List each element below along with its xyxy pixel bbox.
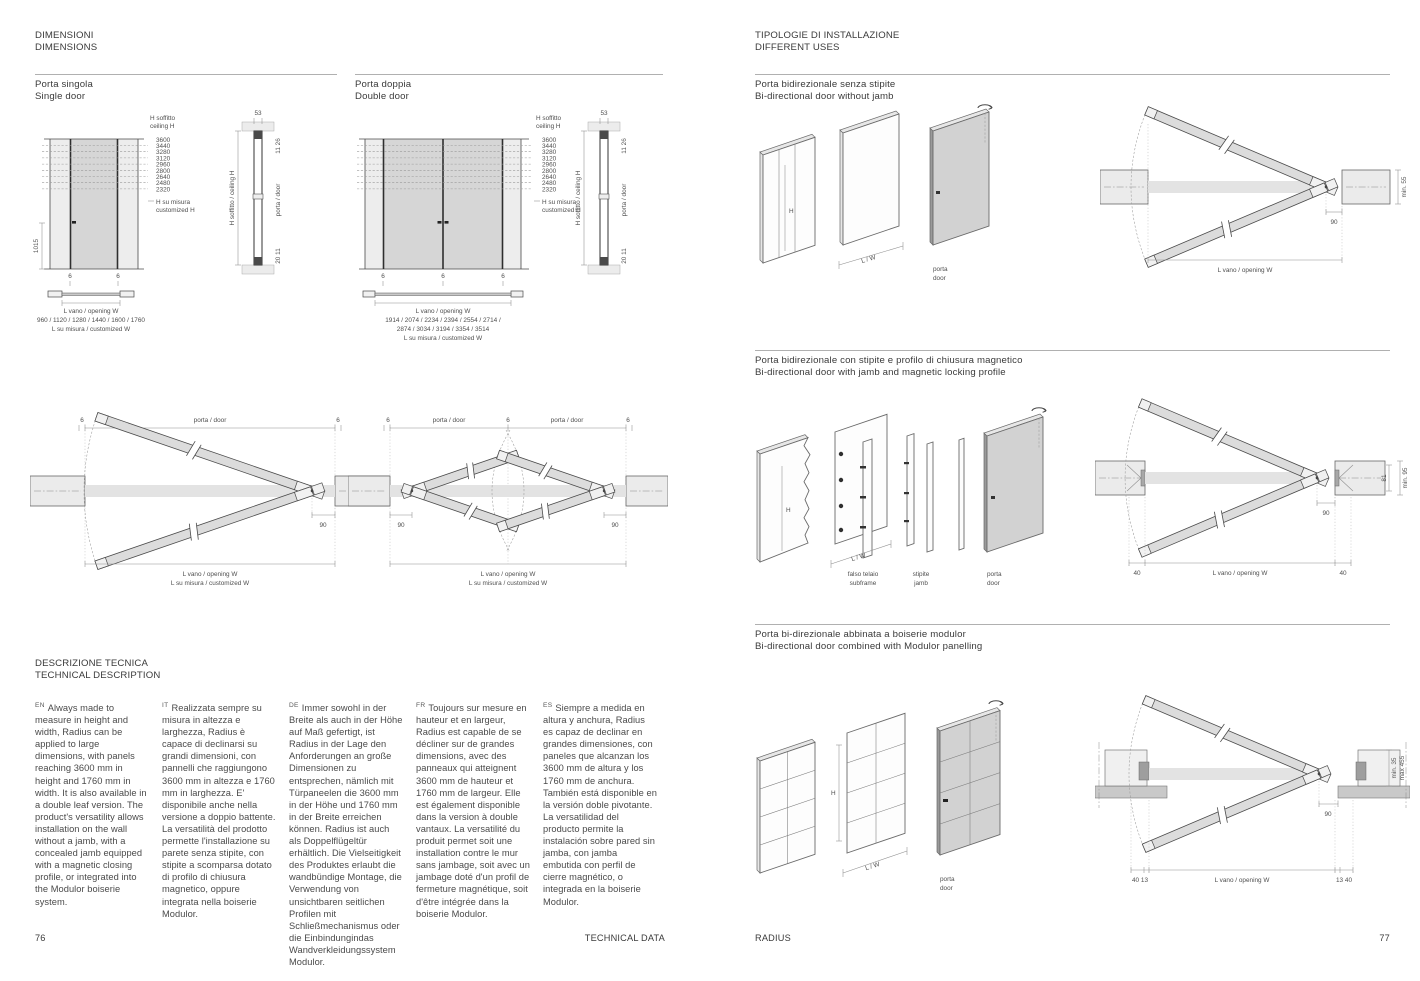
section1-title bbox=[755, 79, 895, 104]
single-door-plan-diagram bbox=[30, 400, 390, 590]
title-en: Bi-directional door with jamb and magnetic locking profile bbox=[755, 367, 1006, 379]
height-option: 3440 bbox=[542, 143, 557, 150]
single-door-title bbox=[35, 79, 93, 104]
side-bottom-dims: 20 11 bbox=[275, 248, 282, 264]
h-dim-label: H bbox=[831, 790, 836, 797]
height-option: 3600 bbox=[542, 136, 557, 144]
side-door-label: porta / door bbox=[275, 183, 282, 217]
s1-exploded-view-diagram bbox=[755, 103, 1005, 283]
left-page-header bbox=[35, 30, 97, 55]
double-widths-line1: 1914 / 2074 / 2234 / 2394 / 2554 / 2714 / bbox=[385, 317, 501, 324]
page-number-right: 77 bbox=[1379, 933, 1390, 943]
title-en: Bi-directional door combined with Modulor panelling bbox=[755, 641, 983, 653]
height-option: 2960 bbox=[542, 161, 557, 169]
header-title-it: TIPOLOGIE DI INSTALLAZIONE bbox=[755, 30, 900, 41]
pivot-dim: 90 bbox=[1330, 219, 1338, 226]
height-option: 2320 bbox=[542, 186, 557, 194]
lw-dim-label: L / W bbox=[860, 254, 877, 266]
side-top-dims: 11 26 bbox=[621, 138, 628, 154]
section2-title bbox=[755, 355, 1023, 380]
ceiling-label-it: H soffitto bbox=[536, 115, 562, 122]
ceiling-label-en: ceiling H bbox=[150, 123, 175, 130]
side-dim: 40 bbox=[1339, 570, 1347, 577]
rotation-arrow-icon bbox=[989, 701, 1003, 706]
rotation-arrow-icon bbox=[1032, 408, 1046, 413]
height-option: 2480 bbox=[542, 180, 557, 188]
opening-w-label: L vano / opening W bbox=[182, 571, 238, 578]
section3-title bbox=[755, 629, 982, 654]
opening-w-label: L vano / opening W bbox=[63, 308, 119, 315]
height-option: 2800 bbox=[542, 167, 557, 175]
min-depth-dim: min. 55 bbox=[1401, 176, 1408, 198]
opening-w-label: L vano / opening W bbox=[1212, 570, 1268, 577]
door-label-en: door bbox=[987, 580, 1000, 587]
custom-h-en: customized H bbox=[156, 207, 195, 214]
right-page-header bbox=[755, 30, 899, 55]
height-option: 2640 bbox=[542, 174, 557, 181]
custom-h-it: H su misura bbox=[156, 199, 191, 206]
title-it: Porta doppia bbox=[355, 79, 412, 90]
title-en: Double door bbox=[355, 91, 409, 103]
gap-dim: 6 bbox=[386, 417, 390, 424]
gap-dim: 6 bbox=[381, 273, 385, 280]
pivot-dim: 90 bbox=[611, 522, 619, 529]
height-option: 2320 bbox=[156, 186, 171, 194]
side-bottom-dims: 20 11 bbox=[621, 248, 628, 264]
custom-w-label: L su misura / customized W bbox=[468, 580, 548, 587]
jamb-depth-dim: 81 bbox=[1381, 474, 1388, 482]
door-handle bbox=[72, 221, 76, 224]
min-depth-dim: min. 35 bbox=[1391, 757, 1398, 779]
description-fr bbox=[416, 700, 530, 968]
footer-section-label: TECHNICAL DATA bbox=[584, 933, 665, 943]
lang-marker: EN bbox=[35, 702, 45, 709]
rotation-arrow-icon bbox=[978, 105, 992, 110]
page-number-left: 76 bbox=[35, 933, 46, 943]
header-title-it: DIMENSIONI bbox=[35, 30, 94, 41]
height-option: 2640 bbox=[156, 174, 171, 181]
door-dim-label: porta / door bbox=[550, 417, 584, 424]
door-dim-label: porta / door bbox=[432, 417, 466, 424]
brand-label: RADIUS bbox=[755, 933, 791, 943]
title-it: Porta bidirezionale senza stipite bbox=[755, 79, 896, 90]
custom-h-en: customized H bbox=[542, 207, 581, 214]
s1-plan-diagram bbox=[1100, 100, 1410, 280]
divider bbox=[355, 74, 663, 75]
gap-dim: 6 bbox=[626, 417, 630, 424]
subframe-label-en: subframe bbox=[849, 580, 877, 587]
height-option: 3120 bbox=[542, 155, 557, 163]
door-label-en: door bbox=[933, 275, 946, 282]
single-widths: 960 / 1120 / 1280 / 1440 / 1600 / 1760 bbox=[37, 317, 145, 324]
s2-exploded-view-diagram bbox=[755, 396, 1055, 591]
title-en: Bi-directional door without jamb bbox=[755, 91, 894, 103]
double-door-side-view bbox=[575, 110, 628, 274]
h-dim-label: H bbox=[786, 507, 791, 514]
custom-h-it: H su misura bbox=[542, 199, 577, 206]
height-option: 3600 bbox=[156, 136, 171, 144]
gap-dim: 6 bbox=[80, 417, 84, 424]
side-dim: 40 bbox=[1133, 570, 1141, 577]
description-text: Siempre a medida en altura y anchura, Radius es capaz de declinar en grandes dimensiones, con paneles que alcanzan los 3600 mm de altura y los 1760 mm de anchura. También está disponible en la versión doble pivotante. La versatilidad del producto permite la instalación sobre pared sin jamba, con jamba embutida con perfil de cierre magnético, o integrada en la boiserie Modulor. bbox=[543, 703, 657, 907]
height-option: 3280 bbox=[542, 149, 557, 157]
handle-height-dim: 1015 bbox=[33, 238, 40, 254]
divider bbox=[755, 74, 1390, 75]
door-handle bbox=[438, 221, 442, 224]
divider bbox=[755, 624, 1390, 625]
description-en bbox=[35, 700, 149, 968]
side-width-dim: 53 bbox=[254, 110, 262, 117]
lw-dim-label: L / W bbox=[864, 860, 881, 873]
door-label-en: door bbox=[940, 885, 953, 892]
side-door-label: porta / door bbox=[621, 183, 628, 217]
side-width-dim: 53 bbox=[600, 110, 608, 117]
pivot-dim: 90 bbox=[397, 522, 405, 529]
lang-marker: ES bbox=[543, 702, 553, 709]
gap-dim: 6 bbox=[501, 273, 505, 280]
double-door-front-and-side-diagram bbox=[350, 104, 680, 354]
door-handle bbox=[991, 496, 995, 499]
height-option: 3280 bbox=[156, 149, 171, 157]
description-text: Always made to measure in height and width, Radius can be applied to large dimensions, with panels reaching 3600 mm in height and 1760 mm in width. It is also available in a double leaf version. The product's versatility allows installation on the wall without a jamb, with a concealed jamb equipped with a magnetic closing profile, or integrated into the Modulor boiserie system. bbox=[35, 703, 147, 907]
gap-dim: 6 bbox=[116, 273, 120, 280]
door-label-it: porta bbox=[933, 266, 948, 273]
s2-plan-diagram bbox=[1095, 393, 1410, 598]
height-option: 2480 bbox=[156, 180, 171, 188]
opening-w-label: L vano / opening W bbox=[415, 308, 471, 315]
custom-w-label: L su misura / customized W bbox=[170, 580, 250, 587]
divider bbox=[35, 74, 337, 75]
ceiling-label-en: ceiling H bbox=[536, 123, 561, 130]
description-text: Toujours sur mesure en hauteur et en largeur, Radius est capable de se décliner sur de grandes dimensions, avec des panneaux qui atteignent 3600 mm de hauteur et 1760 mm de largeur. Elle est également disponible dans la version à double vantaux. La versatilité du produit permet soit une installation contre le mur sans jambage, soit avec un jambage doté d'un profil de fermeture magnétique, soit d'être intégrée dans la boiserie Modulor. bbox=[416, 703, 530, 919]
door-handle bbox=[445, 221, 449, 224]
min-depth-dim: min. 95 bbox=[1402, 467, 1409, 489]
side-dims-left: 40 13 bbox=[1132, 877, 1148, 884]
s3-plan-diagram bbox=[1095, 686, 1410, 896]
lang-marker: IT bbox=[162, 702, 169, 709]
double-door-plan-diagram bbox=[348, 400, 668, 590]
jamb-label-it: stipite bbox=[912, 571, 930, 578]
description-de bbox=[289, 700, 403, 968]
gap-dim: 6 bbox=[336, 417, 340, 424]
height-option: 2960 bbox=[156, 161, 171, 169]
side-dims-right: 13 40 bbox=[1336, 877, 1352, 884]
opening-w-label: L vano / opening W bbox=[1214, 877, 1270, 884]
gap-dim: 6 bbox=[68, 273, 72, 280]
gap-dim: 6 bbox=[441, 273, 445, 280]
custom-w-label: L su misura / customized W bbox=[51, 326, 131, 333]
custom-w-label: L su misura / customized W bbox=[403, 335, 483, 342]
lang-marker: DE bbox=[289, 702, 299, 709]
double-door-title bbox=[355, 79, 411, 104]
s3-exploded-view-diagram bbox=[755, 683, 1015, 908]
ceiling-label-it: H soffitto bbox=[150, 115, 176, 122]
pivot-dim: 90 bbox=[319, 522, 327, 529]
title-it: Porta bidirezionale con stipite e profilo di chiusura magnetico bbox=[755, 355, 1023, 366]
door-dim-label: porta / door bbox=[193, 417, 227, 424]
door-handle bbox=[936, 191, 940, 194]
title-it: Porta bi-direzionale abbinata a boiserie modulor bbox=[755, 629, 966, 640]
height-option: 3120 bbox=[156, 155, 171, 163]
double-widths-line2: 2874 / 3034 / 3194 / 3354 / 3514 bbox=[396, 326, 490, 333]
single-door-side-view bbox=[229, 110, 282, 274]
gap-dim: 6 bbox=[506, 417, 510, 424]
title-it: DESCRIZIONE TECNICA bbox=[35, 658, 149, 669]
side-top-dims: 11 26 bbox=[275, 138, 282, 154]
description-text: Immer sowohl in der Breite als auch in der Höhe auf Maß gefertigt, ist Radius in der Lage den Anforderungen an große Dimensionen zu entsprechen, nämlich mit Türpaneelen die 3600 mm in der Höhe und 1760 mm in der Breite erreichen können. Radius ist auch als Doppelflügeltür erhältlich. Die Vielseitigkeit des Produktes erlaubt die wandbündige Montage, die Verwendung von unsichtbaren seitlichen Profilen mit Schließmechanismus oder die Einbindungindas Wandverkleidungssystem Modulor. bbox=[289, 703, 403, 967]
h-dim-label: H bbox=[789, 208, 794, 215]
door-label-it: porta bbox=[940, 876, 955, 883]
lang-marker: FR bbox=[416, 702, 426, 709]
door-label-it: porta bbox=[987, 571, 1002, 578]
description-text: Realizzata sempre su misura in altezza e larghezza, Radius è capace di declinarsi su grandi dimensioni, con pannelli che raggiungono 3600 mm in altezza e 1760 mm in larghezza. E' disponibile anche nella versione a doppio battente. La versatilità del prodotto permette l'installazione su parete senza stipite, con stipite a scomparsa dotato di profilo di chiusura magnetico, oppure integrata nella boiserie Modulor. bbox=[162, 703, 276, 919]
height-option: 3440 bbox=[156, 143, 171, 150]
description-columns bbox=[35, 700, 667, 968]
side-h-label: H soffitto / ceiling H bbox=[229, 170, 236, 226]
jamb-label-en: jamb bbox=[914, 580, 928, 587]
height-option: 2800 bbox=[156, 167, 171, 175]
door-handle bbox=[943, 799, 948, 802]
opening-w-label: L vano / opening W bbox=[1217, 267, 1273, 274]
lw-dim-label: L / W bbox=[850, 552, 867, 564]
pivot-dim: 90 bbox=[1324, 811, 1332, 818]
title-en: TECHNICAL DESCRIPTION bbox=[35, 670, 161, 682]
title-en: Single door bbox=[35, 91, 86, 103]
description-es bbox=[543, 700, 657, 968]
divider bbox=[755, 350, 1390, 351]
pivot-dim: 90 bbox=[1322, 510, 1330, 517]
header-title-en: DIMENSIONS bbox=[35, 42, 98, 54]
technical-description-title bbox=[35, 658, 160, 683]
max-depth-dim: max 455 bbox=[1399, 755, 1406, 781]
single-door-front-and-side-diagram bbox=[30, 104, 330, 354]
opening-w-label: L vano / opening W bbox=[480, 571, 536, 578]
subframe-label-it: falso telaio bbox=[847, 571, 879, 578]
title-it: Porta singola bbox=[35, 79, 93, 90]
description-it bbox=[162, 700, 276, 968]
header-title-en: DIFFERENT USES bbox=[755, 42, 840, 54]
side-h-label: H soffitto / ceiling H bbox=[575, 170, 582, 226]
